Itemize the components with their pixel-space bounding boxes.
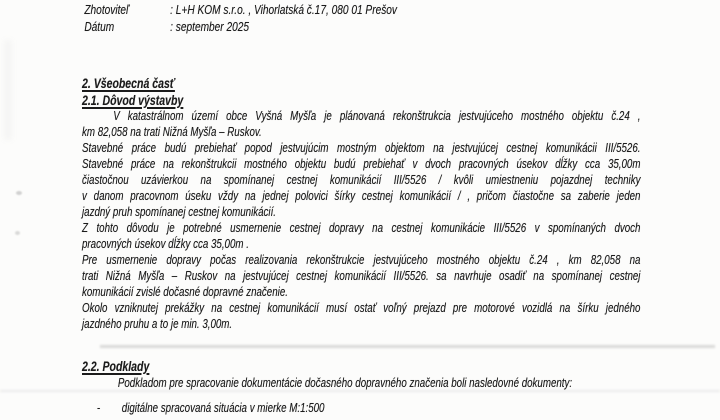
paragraph-line: Stavebné práce na rekonštrukcii mostného objektu budú prebiehať v dvoch pracovných úsekov dĺžky cca 35,00m <box>82 157 641 171</box>
field-value: : L+H KOM s.r.o. , Vihorlatská č.17, 080 01 Prešov <box>170 2 397 17</box>
section-heading-dovod-vystavby: 2.1. Dôvod výstavby <box>82 93 184 108</box>
document-content <box>82 0 640 420</box>
paragraph-line: pracovných úsekov dĺžky cca 35,00m . <box>82 237 249 251</box>
paragraph-line: Pre usmernenie dopravy počas realizovania rekonštrukcie jestvujúceho mostného objektu č.24 , km 82,058 na <box>82 253 641 267</box>
list-item <box>82 400 640 416</box>
field-label: Zhotoviteľ <box>84 2 129 17</box>
section-heading-podklady: 2.2. Podklady <box>82 359 150 374</box>
paragraph-line: Stavebné práce budú prebiehať popod jestvujúcim mostným objektom na jestvujúcej cestnej komunikácii III/5526. <box>82 141 641 155</box>
scan-speck <box>15 231 20 235</box>
section-heading-vseobecna-cast: 2. Všeobecná časť <box>82 76 175 91</box>
bullet-dash: - <box>96 401 101 415</box>
header-field-datum <box>82 19 640 35</box>
field-label: Dátum <box>84 19 115 34</box>
paragraph-line: jazdného pruhu a to je min. 3,00m. <box>82 317 233 331</box>
paragraph-line: km 82,058 na trati Nižná Myšľa – Ruskov. <box>82 125 262 139</box>
paragraph-line: komunikácií zvislé dočasné dopravné značenie. <box>82 285 288 299</box>
paragraph-line: jazdný pruh spomínanej cestnej komunikácií. <box>82 205 277 219</box>
bullet-text: digitálne spracovaná situácia v mierke M:1:500 <box>121 401 325 415</box>
paragraph-line: V katastrálnom území obce Vyšná Myšľa je plánovaná rekonštrukcia jestvujúceho mostného objektu č.24 , <box>113 109 641 123</box>
paragraph-line: v danom pracovnom úseku vždy na jednej polovici šírky cestnej komunikácií / , pričom čiastočne sa zaberie jeden <box>82 189 641 203</box>
scan-speck <box>16 191 22 195</box>
paragraph-line: čiastočnou uzávierkou na spomínanej cestnej komunikácií III/5526 / kvôli umiestneniu pojazdnej techniky <box>82 173 641 187</box>
paragraph-line: Okolo vzniknutej prekážky na cestnej komunikácií musí ostať voľný prejazd pre motorové vozidlá na šírku jedného <box>82 301 641 315</box>
paragraph-line: Z tohto dôvodu je potrebné usmernenie cestnej dopravy na cestnej komunikácie III/5526 v spomínaných dvoch <box>82 221 641 235</box>
paragraph-line: trati Nižná Myšľa – Ruskov na jestvujúcej cestnej komunikácií III/5526. sa navrhuje osadiť na spomínanej cestnej <box>82 269 641 283</box>
podklady-intro-line: Podkladom pre spracovanie dokumentácie dočasného dopravného značenia boli nasledovné dokumenty: <box>117 376 573 390</box>
scan-edge-smudge <box>4 40 12 140</box>
header-field-zhotovitel <box>82 2 640 18</box>
field-value: : september 2025 <box>170 19 250 34</box>
body-paragraphs <box>82 108 640 332</box>
